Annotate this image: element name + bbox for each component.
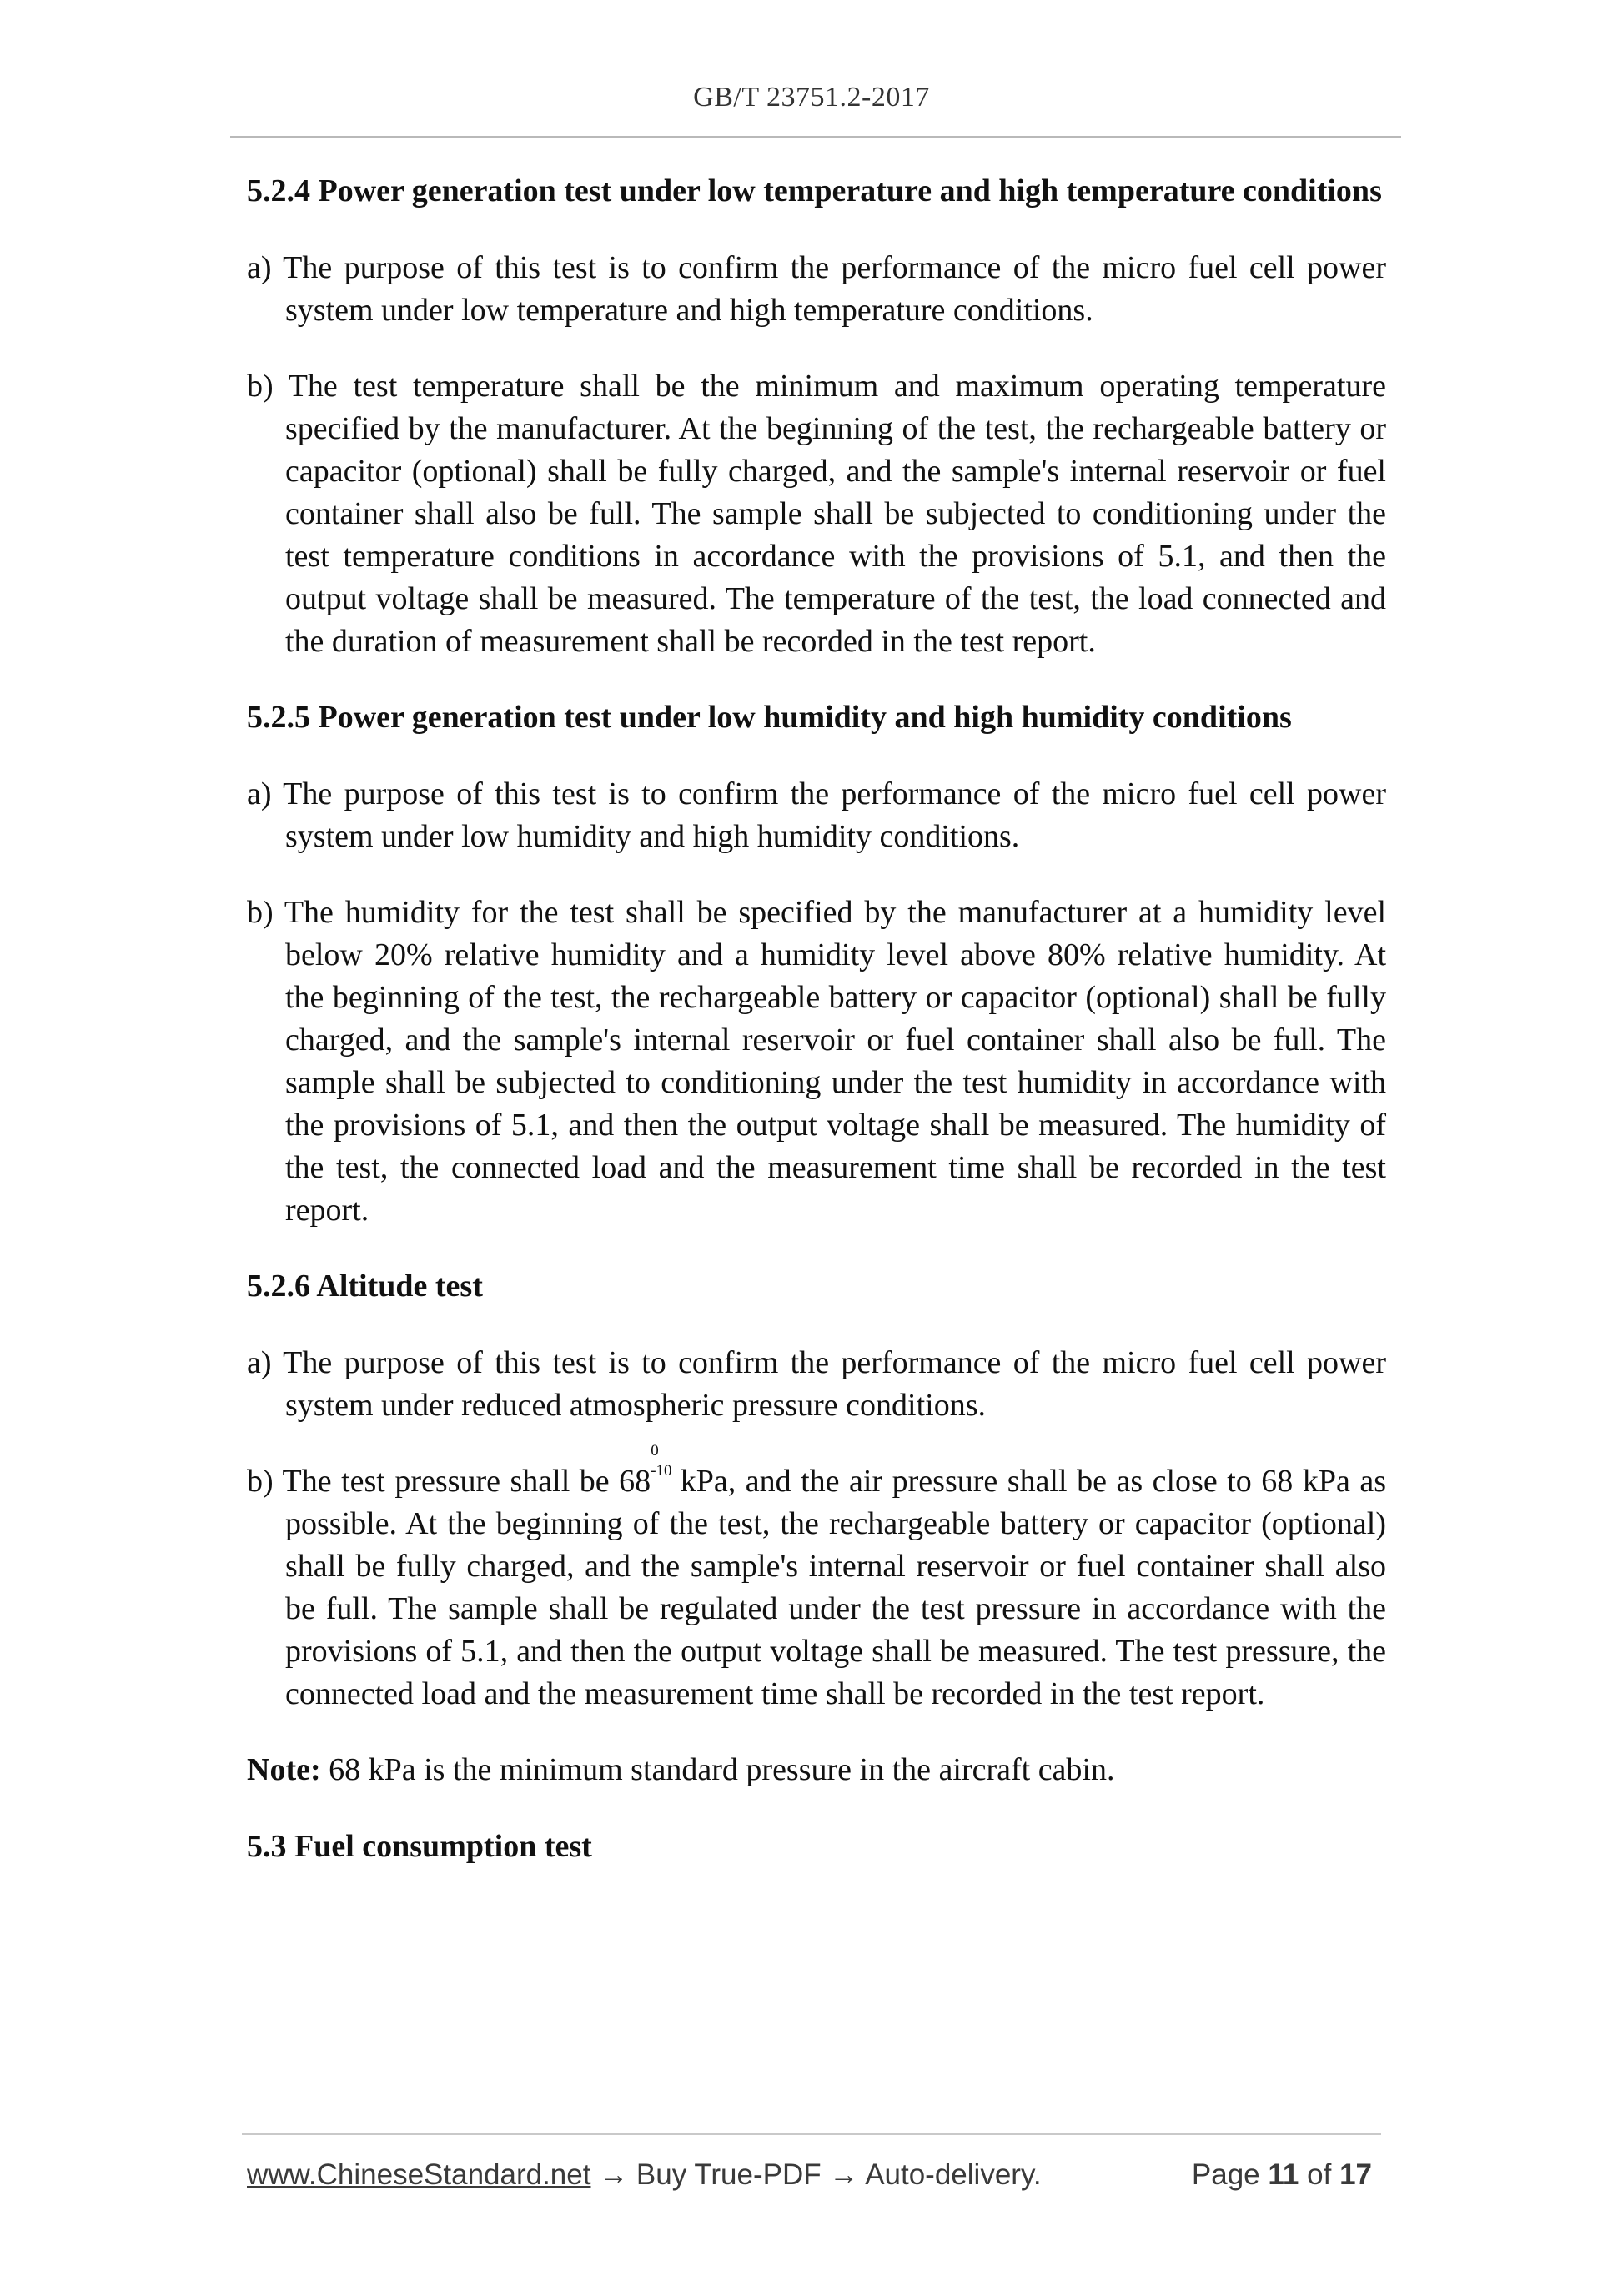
footer-divider: [242, 2133, 1381, 2135]
tolerance-lower: -10: [651, 1462, 672, 1480]
document-body: [247, 170, 1386, 1868]
list-item-5-2-6-a: a) The purpose of this test is to confirm the performance of the micro fuel cell power system under reduced atmospheric pressure conditions.: [247, 1345, 1386, 1423]
page-indicator: [1192, 2158, 1372, 2192]
section-heading-5-3: 5.3 Fuel consumption test: [247, 1829, 592, 1864]
pressure-text-post: kPa, and the air pressure shall be as close to 68 kPa as possible. At the beginning of the test, the rechargeable battery or capacitor (optional) shall be fully charged, and the sample's internal reservoir or fuel container shall also be full. The sample shall be regulated under the test pressure in accordance with the provisions of 5.1, and then the output voltage shall be measured. The test pressure, the connected load and the measurement time shall be recorded in the test report.: [285, 1464, 1386, 1711]
list-item-5-2-6-b: [247, 1442, 1386, 1716]
page-footer: [247, 2158, 1381, 2200]
note-label: Note:: [247, 1752, 321, 1787]
delivery-text: Auto-delivery.: [865, 2158, 1042, 2191]
section-heading-5-2-6: 5.2.6 Altitude test: [247, 1269, 483, 1304]
website-link[interactable]: www.ChineseStandard.net: [247, 2158, 591, 2191]
pressure-text-pre: b) The test pressure shall be 68: [247, 1464, 651, 1499]
note-paragraph: [247, 1749, 1386, 1791]
of-label: of: [1307, 2158, 1332, 2191]
header-divider: [230, 136, 1401, 138]
section-heading-5-2-5: 5.2.5 Power generation test under low humidity and high humidity conditions: [247, 700, 1292, 735]
arrow-icon: →: [590, 2158, 636, 2191]
note-text: 68 kPa is the minimum standard pressure in the aircraft cabin.: [320, 1752, 1115, 1787]
pressure-tolerance: [651, 1442, 672, 1491]
list-item-5-2-5-b: b) The humidity for the test shall be specified by the manufacturer at a humidity level below 20% relative humidity and a humidity level above 80% relative humidity. At the beginning of the test, the rechargeable battery or capacitor (optional) shall be fully charged, and the sample's internal reservoir or fuel container shall also be full. The sample shall be subjected to conditioning under the test humidity in accordance with the provisions of 5.1, and then the output voltage shall be measured. The humidity of the test, the connected load and the measurement time shall be recorded in the test report.: [247, 895, 1386, 1228]
page-number: 11: [1268, 2158, 1299, 2191]
list-item-5-2-4-a: a) The purpose of this test is to confirm the performance of the micro fuel cell power system under low temperature and high temperature conditions.: [247, 250, 1386, 328]
list-item-5-2-5-a: a) The purpose of this test is to confirm the performance of the micro fuel cell power system under low humidity and high humidity conditions.: [247, 776, 1386, 854]
tolerance-upper: 0: [651, 1442, 659, 1459]
list-item-5-2-4-b: b) The test temperature shall be the minimum and maximum operating temperature specified by the manufacturer. At the beginning of the test, the rechargeable battery or capacitor (optional) shall be fully charged, and the sample's internal reservoir or fuel container shall also be full. The sample shall be subjected to conditioning under the test temperature conditions in accordance with the provisions of 5.1, and then the output voltage shall be measured. The temperature of the test, the load connected and the duration of measurement shall be recorded in the test report.: [247, 369, 1386, 659]
arrow-icon: →: [821, 2158, 866, 2191]
footer-promo: [247, 2158, 1042, 2192]
document-header: GB/T 23751.2-2017: [693, 82, 930, 113]
buy-text: Buy True-PDF: [636, 2158, 822, 2191]
section-heading-5-2-4: 5.2.4 Power generation test under low temperature and high temperature conditions: [247, 173, 1382, 208]
page-label: Page: [1191, 2158, 1260, 2191]
page-total: 17: [1339, 2158, 1372, 2191]
